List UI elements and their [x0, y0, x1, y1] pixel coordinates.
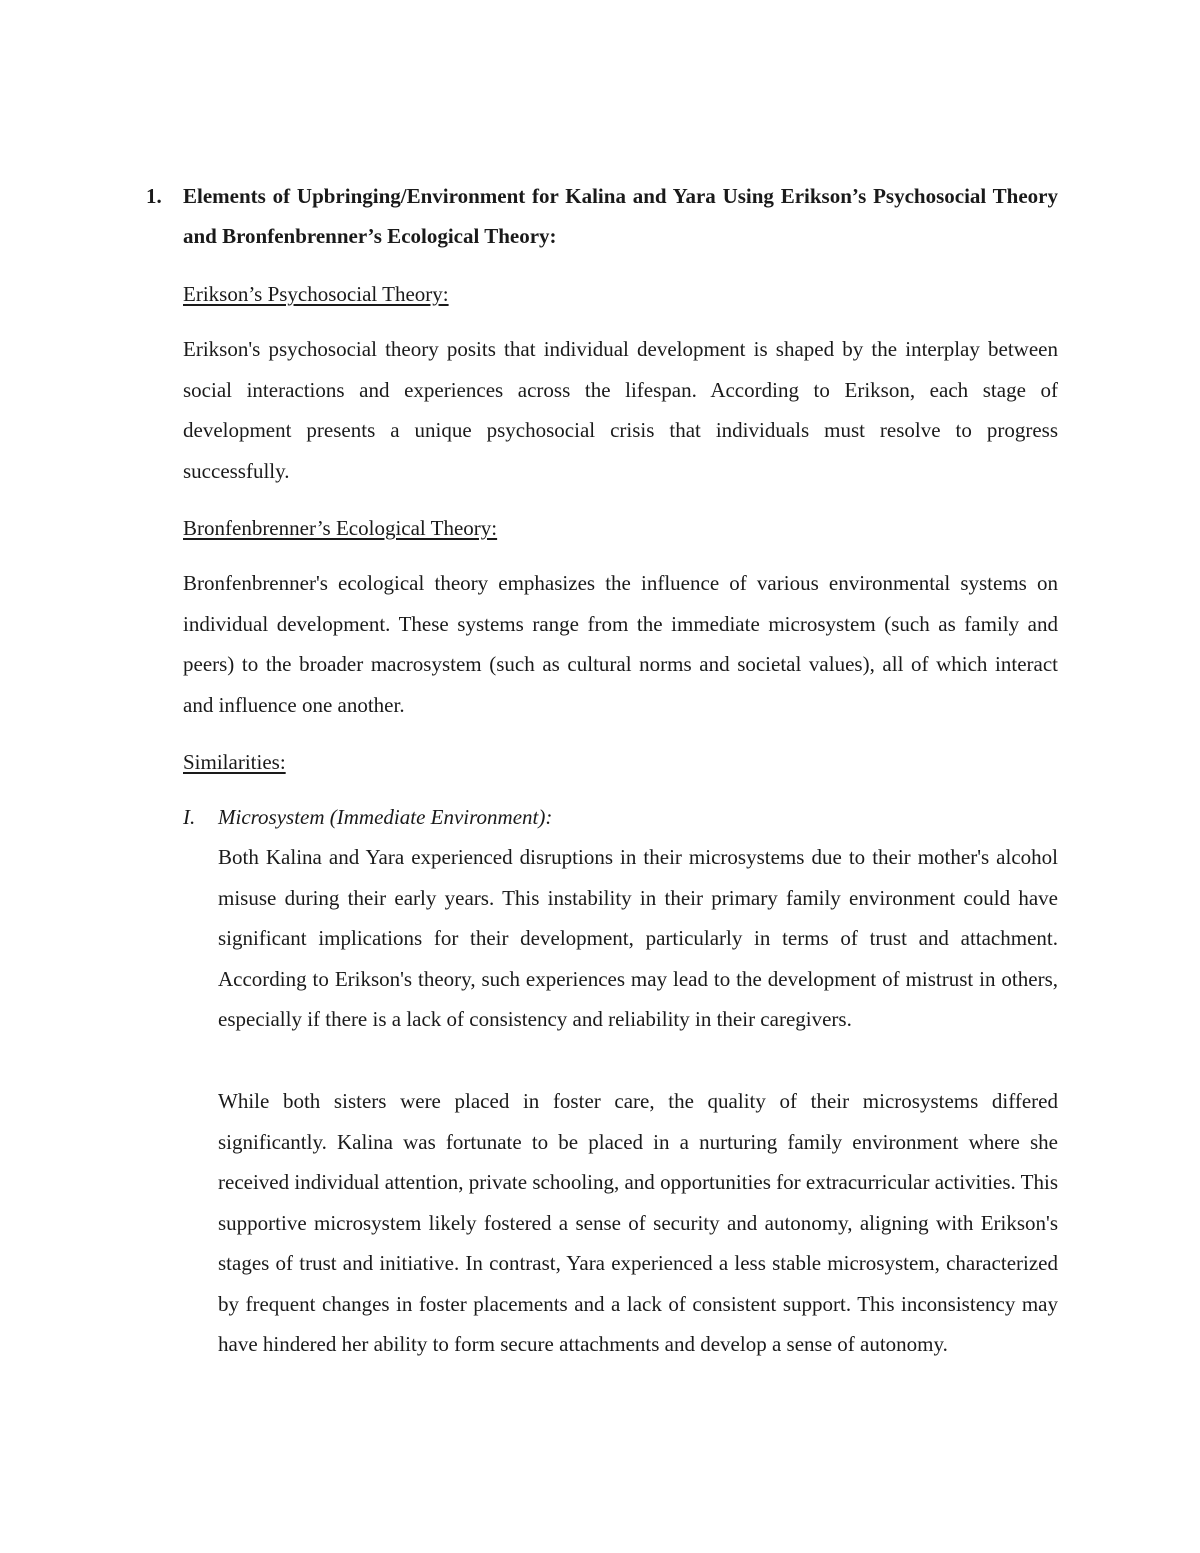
main-heading	[146, 176, 1058, 256]
similarities-subheading: Similarities:	[183, 750, 286, 774]
bronfenbrenner-paragraph: Bronfenbrenner's ecological theory emphasizes the influence of various environmental systems on individual development. These systems range from the immediate microsystem (such as family and peers) to the broader macrosystem (such as cultural norms and societal values), all of which interact and influence one another.	[183, 571, 1058, 717]
microsystem-title: Microsystem (Immediate Environment):	[218, 805, 553, 829]
microsystem-paragraph-2: While both sisters were placed in foster care, the quality of their microsystems differed significantly. Kalina was fortunate to be placed in a nurturing family environment where she received individual attention, private schooling, and opportunities for extracurricular activities. This supportive microsystem likely fostered a sense of security and autonomy, aligning with Erikson's stages of trust and initiative. In contrast, Yara experienced a less stable microsystem, characterized by frequent changes in foster placements and a lack of consistent support. This inconsistency may have hindered her ability to form secure attachments and develop a sense of autonomy.	[218, 1089, 1058, 1356]
microsystem-paragraph-1: Both Kalina and Yara experienced disruptions in their microsystems due to their mother's alcohol misuse during their early years. This instability in their primary family environment could have significant implications for their development, particularly in terms of trust and attachment. According to Erikson's theory, such experiences may lead to the development of mistrust in others, especially if there is a lack of consistency and reliability in their caregivers.	[218, 845, 1058, 1031]
erikson-subheading: Erikson’s Psychosocial Theory:	[183, 282, 449, 306]
bronfenbrenner-subheading: Bronfenbrenner’s Ecological Theory:	[183, 516, 498, 540]
heading-title: Elements of Upbringing/Environment for Kalina and Yara Using Erikson’s Psychosocial Theory and Bronfenbrenner’s Ecological Theory:	[183, 184, 1058, 248]
erikson-paragraph: Erikson's psychosocial theory posits that individual development is shaped by the interplay between social interactions and experiences across the lifespan. According to Erikson, each stage of development presents a unique psychosocial crisis that individuals must resolve to progress successfully.	[183, 337, 1058, 483]
list-marker: I.	[183, 805, 196, 829]
list-item-title	[183, 797, 552, 837]
heading-number: 1.	[146, 184, 162, 208]
